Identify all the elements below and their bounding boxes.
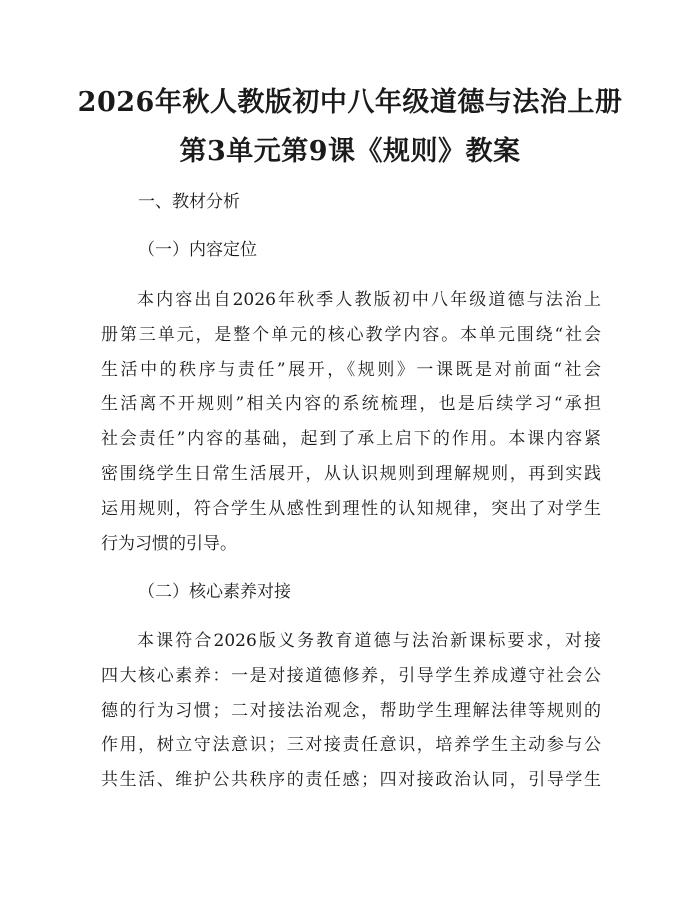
- paragraph-line: 德的行为习惯；二对接法治观念，帮助学生理解法律等规则的: [101, 700, 601, 721]
- paragraph-line: 四大核心素养：一是对接道德修养，引导学生养成遵守社会公: [101, 665, 601, 686]
- paragraph-line: 生活中的秩序与责任”展开，《规则》一课既是对前面“社会: [101, 359, 601, 380]
- paragraph-line: 行为习惯的引导。: [101, 533, 237, 554]
- subsection-heading-core-competencies: （二）核心素养对接: [138, 582, 291, 602]
- subsection-heading-content-positioning: （一）内容定位: [138, 240, 257, 260]
- paragraph-line: 生活离不开规则”相关内容的系统梳理，也是后续学习“承担: [101, 394, 601, 415]
- paragraph-content-positioning: [101, 283, 601, 561]
- paragraph-line: 密围绕学生日常生活展开，从认识规则到理解规则，再到实践: [101, 463, 601, 484]
- paragraph-line: 作用，树立守法意识；三对接责任意识，培养学生主动参与公: [101, 735, 601, 756]
- paragraph-line: 共生活、维护公共秩序的责任感；四对接政治认同，引导学生: [101, 770, 601, 791]
- paragraph-line: 社会责任”内容的基础，起到了承上启下的作用。本课内容紧: [101, 429, 601, 450]
- paragraph-line: 本课符合2026版义务教育道德与法治新课标要求，对接: [137, 631, 601, 651]
- document-title-line-2: 第3单元第9课《规则》教案: [179, 136, 521, 167]
- paragraph-line: 运用规则，符合学生从感性到理性的认知规律，突出了对学生: [101, 498, 601, 519]
- paragraph-line: 本内容出自2026年秋季人教版初中八年级道德与法治上: [137, 290, 601, 310]
- section-heading-textbook-analysis: 一、教材分析: [138, 192, 240, 212]
- document-title-line-1: 2026年秋人教版初中八年级道德与法治上册: [77, 87, 623, 118]
- paragraph-core-competencies: [101, 624, 601, 798]
- paragraph-line: 册第三单元，是整个单元的核心教学内容。本单元围绕“社会: [101, 324, 601, 345]
